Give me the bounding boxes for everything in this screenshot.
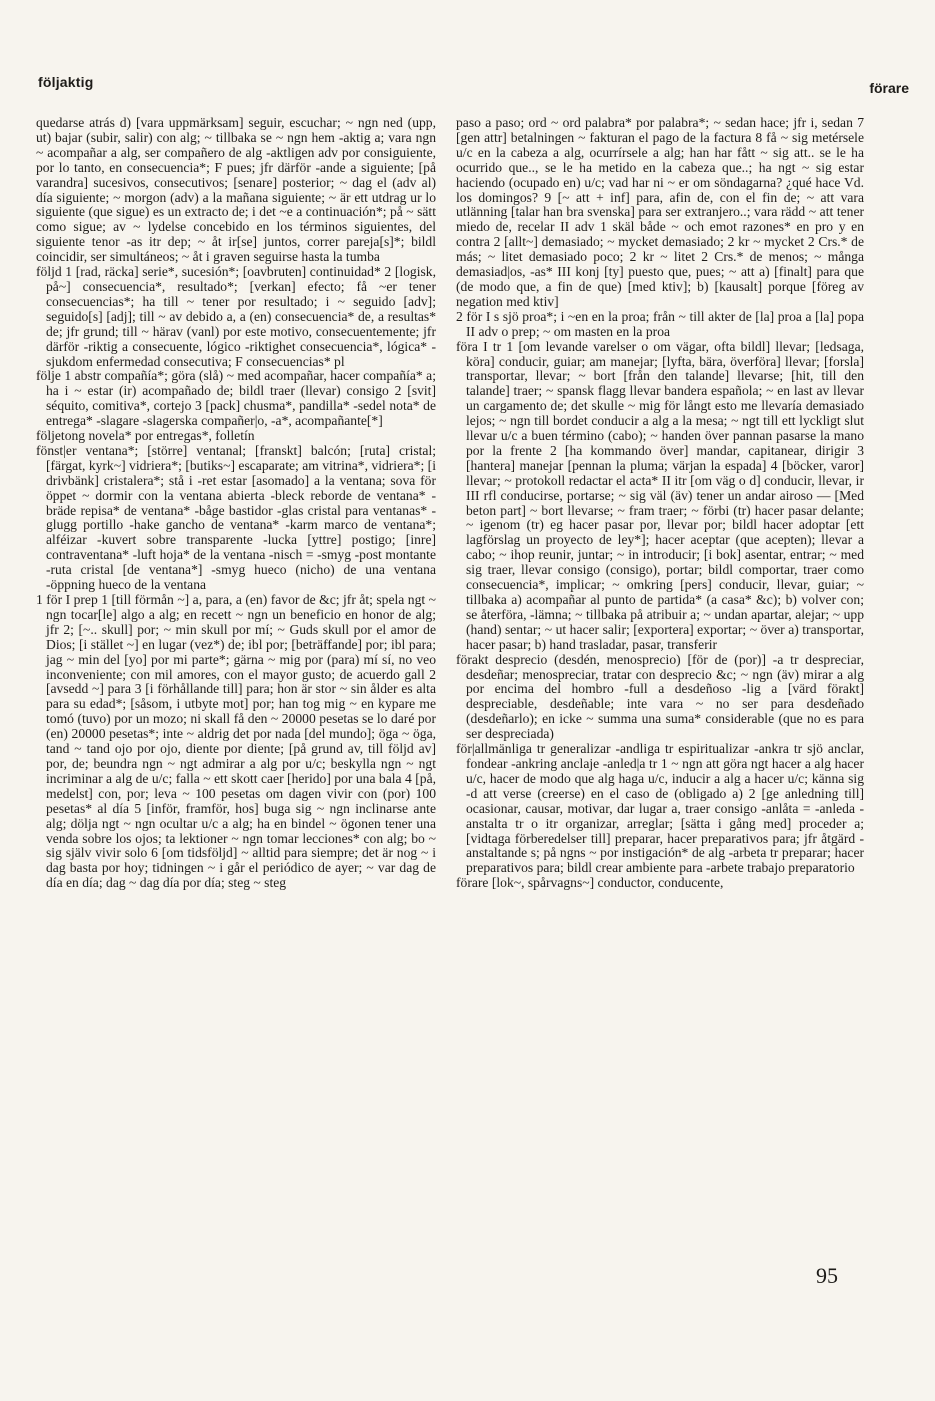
right-column xyxy=(456,116,864,1256)
dictionary-entry: quedarse atrás d) [vara uppmärksam] seguir, escuchar; ~ ngn ned (upp, ut) bajar (subir, salir) con alg; ~ tillbaka se ~ ngn hem -aktig a; vara ngn ~ acompañar a alg, ser compañero de alg -aktligen adv por consiguiente, por lo tanto, en consecuencia*; F pues; jfr därför -ande a siguiente; [på varandra] sucesivos, consecutivos; [senare] posterior; ~ dag el (adv al) día siguiente; ~ morgon (adv) a la mañana siguiente; ~ är ett utdrag ur lo siguiente (que sigue) es un extracto de; i det ~e a continuación*; på ~ sätt como sigue; av ~ lydelse concebido en los términos siguientes, del siguiente tenor -as itr dep; ~ åt ir[se] juntos, correr pareja[s]*; bildl coincidir, ser simultáneos; ~ åt i graven seguirse hasta la tumba xyxy=(36,116,436,265)
guide-word-left: följaktig xyxy=(38,74,94,90)
guide-word-right: förare xyxy=(869,80,909,96)
dictionary-entry: förare [lok~, spårvagns~] conductor, conducente, xyxy=(456,875,724,891)
dictionary-entry: föra I tr 1 [om levande varelser o om vägar, ofta bildl] llevar; [ledsaga, köra] conducir, guiar; am manejar; [lyfta, bära, överföra] llevar; [forsla] transportar, llevar; ~ bort [från den talande] llevarse; [hit, till den talande] traer; ~ spansk flagg llevar bandera española; ~ en last av llevar un cargamento de; det skulle ~ mig för långt esto me llevaría demasiado lejos; ~ ngn till bordet conducir a alg a la mesa; ~ ngt till ett lyckligt slut llevar u/c a buen término (cabo); ~ handen över pannan pasarse la mano por la frente 2 [ha kommando över] mandar, capitanear, dirigir 3 [hantera] manejar [pennan la pluma; värjan la espada] 4 [böcker, varor] llevar; ~ protokoll redactar el acta* II itr [om väg o d] conducir, llevar, ir III rfl conducirse, portarse; ~ sig väl (äv) tener un andar airoso — [Med beton part] ~ bort llevarse; ~ fram traer; ~ förbi (tr) hacer pasar delante; ~ igenom (tr) eg hacer pasar por, llevar por; bildl hacer adoptar [ett lagförslag un proyecto de ley*]; hacer aceptar (que acepten); llevar a cabo; ~ ihop reunir, juntar; ~ in introducir; [i bok] asentar, entrar; ~ med sig traer, llevar consigo (consigo), portar; bildl comportar, traer como consecuencia*, implicar; ~ omkring [pers] conducir, llevar, guiar; ~ tillbaka a) acompañar al punto de partida* (a casa* &c); b) volver con; se återföra, -lämna; ~ tillbaka på atribuir a; ~ undan apartar, alejar; ~ upp (hand) sentar; ~ ut hacer salir; [exportera] exportar; ~ över a) transportar, hacer pasar; b) hand trasladar, pasar, transferir xyxy=(456,338,864,652)
page-number: 95 xyxy=(816,1263,838,1288)
left-column xyxy=(36,116,436,1256)
dictionary-entry: fönst|er ventana*; [större] ventanal; [franskt] balcón; [ruta] cristal; [färgat, kyrk~] vidriera*; [butiks~] escaparate; am vitrina*, vidriera*; [i drivbänk] cristalera*; stå i -ret estar [asomado] a la ventana; sova för öppet ~ dormir con la ventana abierta -bleck reborde de ventana* -bräde repisa* de ventana* -båge bastidor -glas cristal para ventanas* -glugg portillo -hake gancho de ventana* -karm marco de ventana*; alféizar -kuvert sobre transparente -lucka [yttre] postigo; [inre] contraventana* -luft hoja* de la ventana -nisch = -smyg -post montante -ruta cristal [de ventana*] -smyg hueco (nicho) de una ventana -öppning hueco de la ventana xyxy=(36,442,436,593)
dictionary-entry: följe 1 abstr compañía*; göra (slå) ~ med acompañar, hacer compañía* a; ha i ~ estar (ir) acompañado de; bildl traer (llevar) consigo 2 [svit] séquito, comitiva*, cortejo 3 [pack] chusma*, pandilla* -sedel nota* de entrega* -slagare -slagerska compañer|o, -a*, acompañante[*] xyxy=(36,368,436,429)
dictionary-entry: paso a paso; ord ~ ord palabra* por palabra*; ~ sedan hace; jfr i, sedan 7 [gen attr] betalningen ~ fakturan el pago de la factura 8 få ~ sig metérsele u/c en la cabeza a alg, ocurrírsele a alg; han har fått ~ sig att.. se le ha ocurrido que.., se le ha metido en la cabeza que..; ha ngt ~ sig estar haciendo (ocupado en) u/c; vad har ni ~ er om söndagarna? ¿qué hace Vd. los domingos? 9 [~ att + inf] para, afin de, con el fin de; ~ att vara utlänning [talar han bra svenska] para ser extranjero..; vara rädd ~ att tener miedo de, recelar II adv 1 skäl både ~ och emot razones* en pro y en contra 2 [allt~] demasiado; ~ mycket demasiado; 2 kr ~ mycket 2 Crs.* de más; ~ litet demasiado poco; 2 kr ~ litet 2 Crs.* de menos; ~ många demasiad|os, -as* III konj [ty] puesto que, pues; ~ att a) [finalt] para que (de modo que, a fin de que) [med ktiv]; b) [kausalt] porque [föreg av negation med ktiv] xyxy=(456,116,864,309)
dictionary-entry: följetong novela* por entregas*, folletín xyxy=(36,428,255,444)
dictionary-entry: för|allmänliga tr generalizar -andliga tr espiritualizar -ankra tr sjö anclar, fondear -ankring anclaje -anled|a tr 1 ~ ngn att göra ngt hacer a alg hacer u/c, hacer de modo que alg haga u/c, inducir a alg a hacer u/c; känna sig -d att verse (creerse) en el caso de (obligado a) 2 [ge anledning till] ocasionar, causar, motivar, dar lugar a, traer consigo -anlåta = -anleda -anstalta tr o itr organizar, arreglar; [sätta i gång med] proceder a; [vidtaga förberedelser till] preparar, hacer preparativos para; jfr åtgärd -anstaltande s; på ngns ~ por instigación* de alg -arbeta tr preparar; hacer preparativos para; bildl crear ambiente para -arbete trabajo preparatorio xyxy=(456,741,864,876)
dictionary-entry: 1 för I prep 1 [till förmån ~] a, para, a (en) favor de &c; jfr åt; spela ngt ~ ngn tocar[le] algo a alg; en recett ~ ngn un beneficio en honor de alg; jfr 2; [~.. skull] por; ~ min skull por mí; ~ Guds skull por el amor de Dios; [i stället ~] en lugar (vez*) de; ibl por; [beträffande] por; ibl para; jag ~ min del [yo] por mi parte*; gärna ~ mig por (para) mí sí, no veo inconveniente; con mil amores, con el mayor gusto; de acuerdo gall 2 [avsedd ~] para 3 [i förhållande till] para; hon är stor ~ sin ålder es alta para su edad*; [såsom, i utbyte mot] por; han tog mig ~ en kypare me tomó (tuvo) por un mozo; ni skall få den ~ 20000 pesetas se lo daré por (en) 20000 pesetas*; inte ~ aldrig det por nada [del mundo]; öga ~ öga, tand ~ tand ojo por ojo, diente por diente; [på grund av, till följd av] por, de; beundra ngn ~ ngt admirar a alg por u/c; beskylla ngn ~ ngt incriminar a alg de u/c; falla ~ ett skott caer [herido] por una bala 4 [på, medelst] con, por; leva ~ 100 pesetas om dagen vivir con (por) 100 pesetas* al día 5 [inför, framför, hos] buga sig ~ ngn inclinarse ante alg; dölja ngt ~ ngn ocultar u/c a alg; ha en bindel ~ ögonen tener una venda sobre los ojos; ta lektioner ~ ngn tomar lecciones* con alg; bo ~ sig själv vivir solo 6 [om tidsföljd] ~ alltid para siempre; det är nog ~ i dag basta por hoy; tidningen ~ i går el periódico de ayer; ~ var dag de día en día; dag ~ dag día por día; steg ~ steg xyxy=(36,592,436,891)
dictionary-entry: 2 för I s sjö proa*; i ~en en la proa; från ~ till akter de [la] proa a [la] popa II adv o prep; ~ om masten en la proa xyxy=(456,308,864,339)
dictionary-entry: förakt desprecio (desdén, menosprecio) [för de (por)] -a tr despreciar, desdeñar; menospreciar, tratar con desprecio &c; ~ ngn (äv) mirar a alg por encima del hombro -full a desdeñoso -lig a [värd förakt] despreciable, desdeñable; inte vara ~ no ser para desdeñado (desdeñarlo); en icke ~ summa una suma* considerable (que no es para ser despreciada) xyxy=(456,651,864,742)
dictionary-entry: följd 1 [rad, räcka] serie*, sucesión*; [oavbruten] continuidad* 2 [logisk, på~] consecuencia*, resultado*; [verkan] efecto; få ~er tener consecuencias*; ha till ~ tener por resultado; i ~ seguido [adv]; seguido[s] [adj]; till ~ av debido a, a (en) consecuencia* de, a resultas* de; jfr grund; till ~ härav (vanl) por este motivo, consecuentemente; jfr därför -riktig a consecuente, lógico -riktighet consecuencia*, lógica* -sjukdom enfermedad consecutiva; F consecuencias* pl xyxy=(36,264,436,369)
